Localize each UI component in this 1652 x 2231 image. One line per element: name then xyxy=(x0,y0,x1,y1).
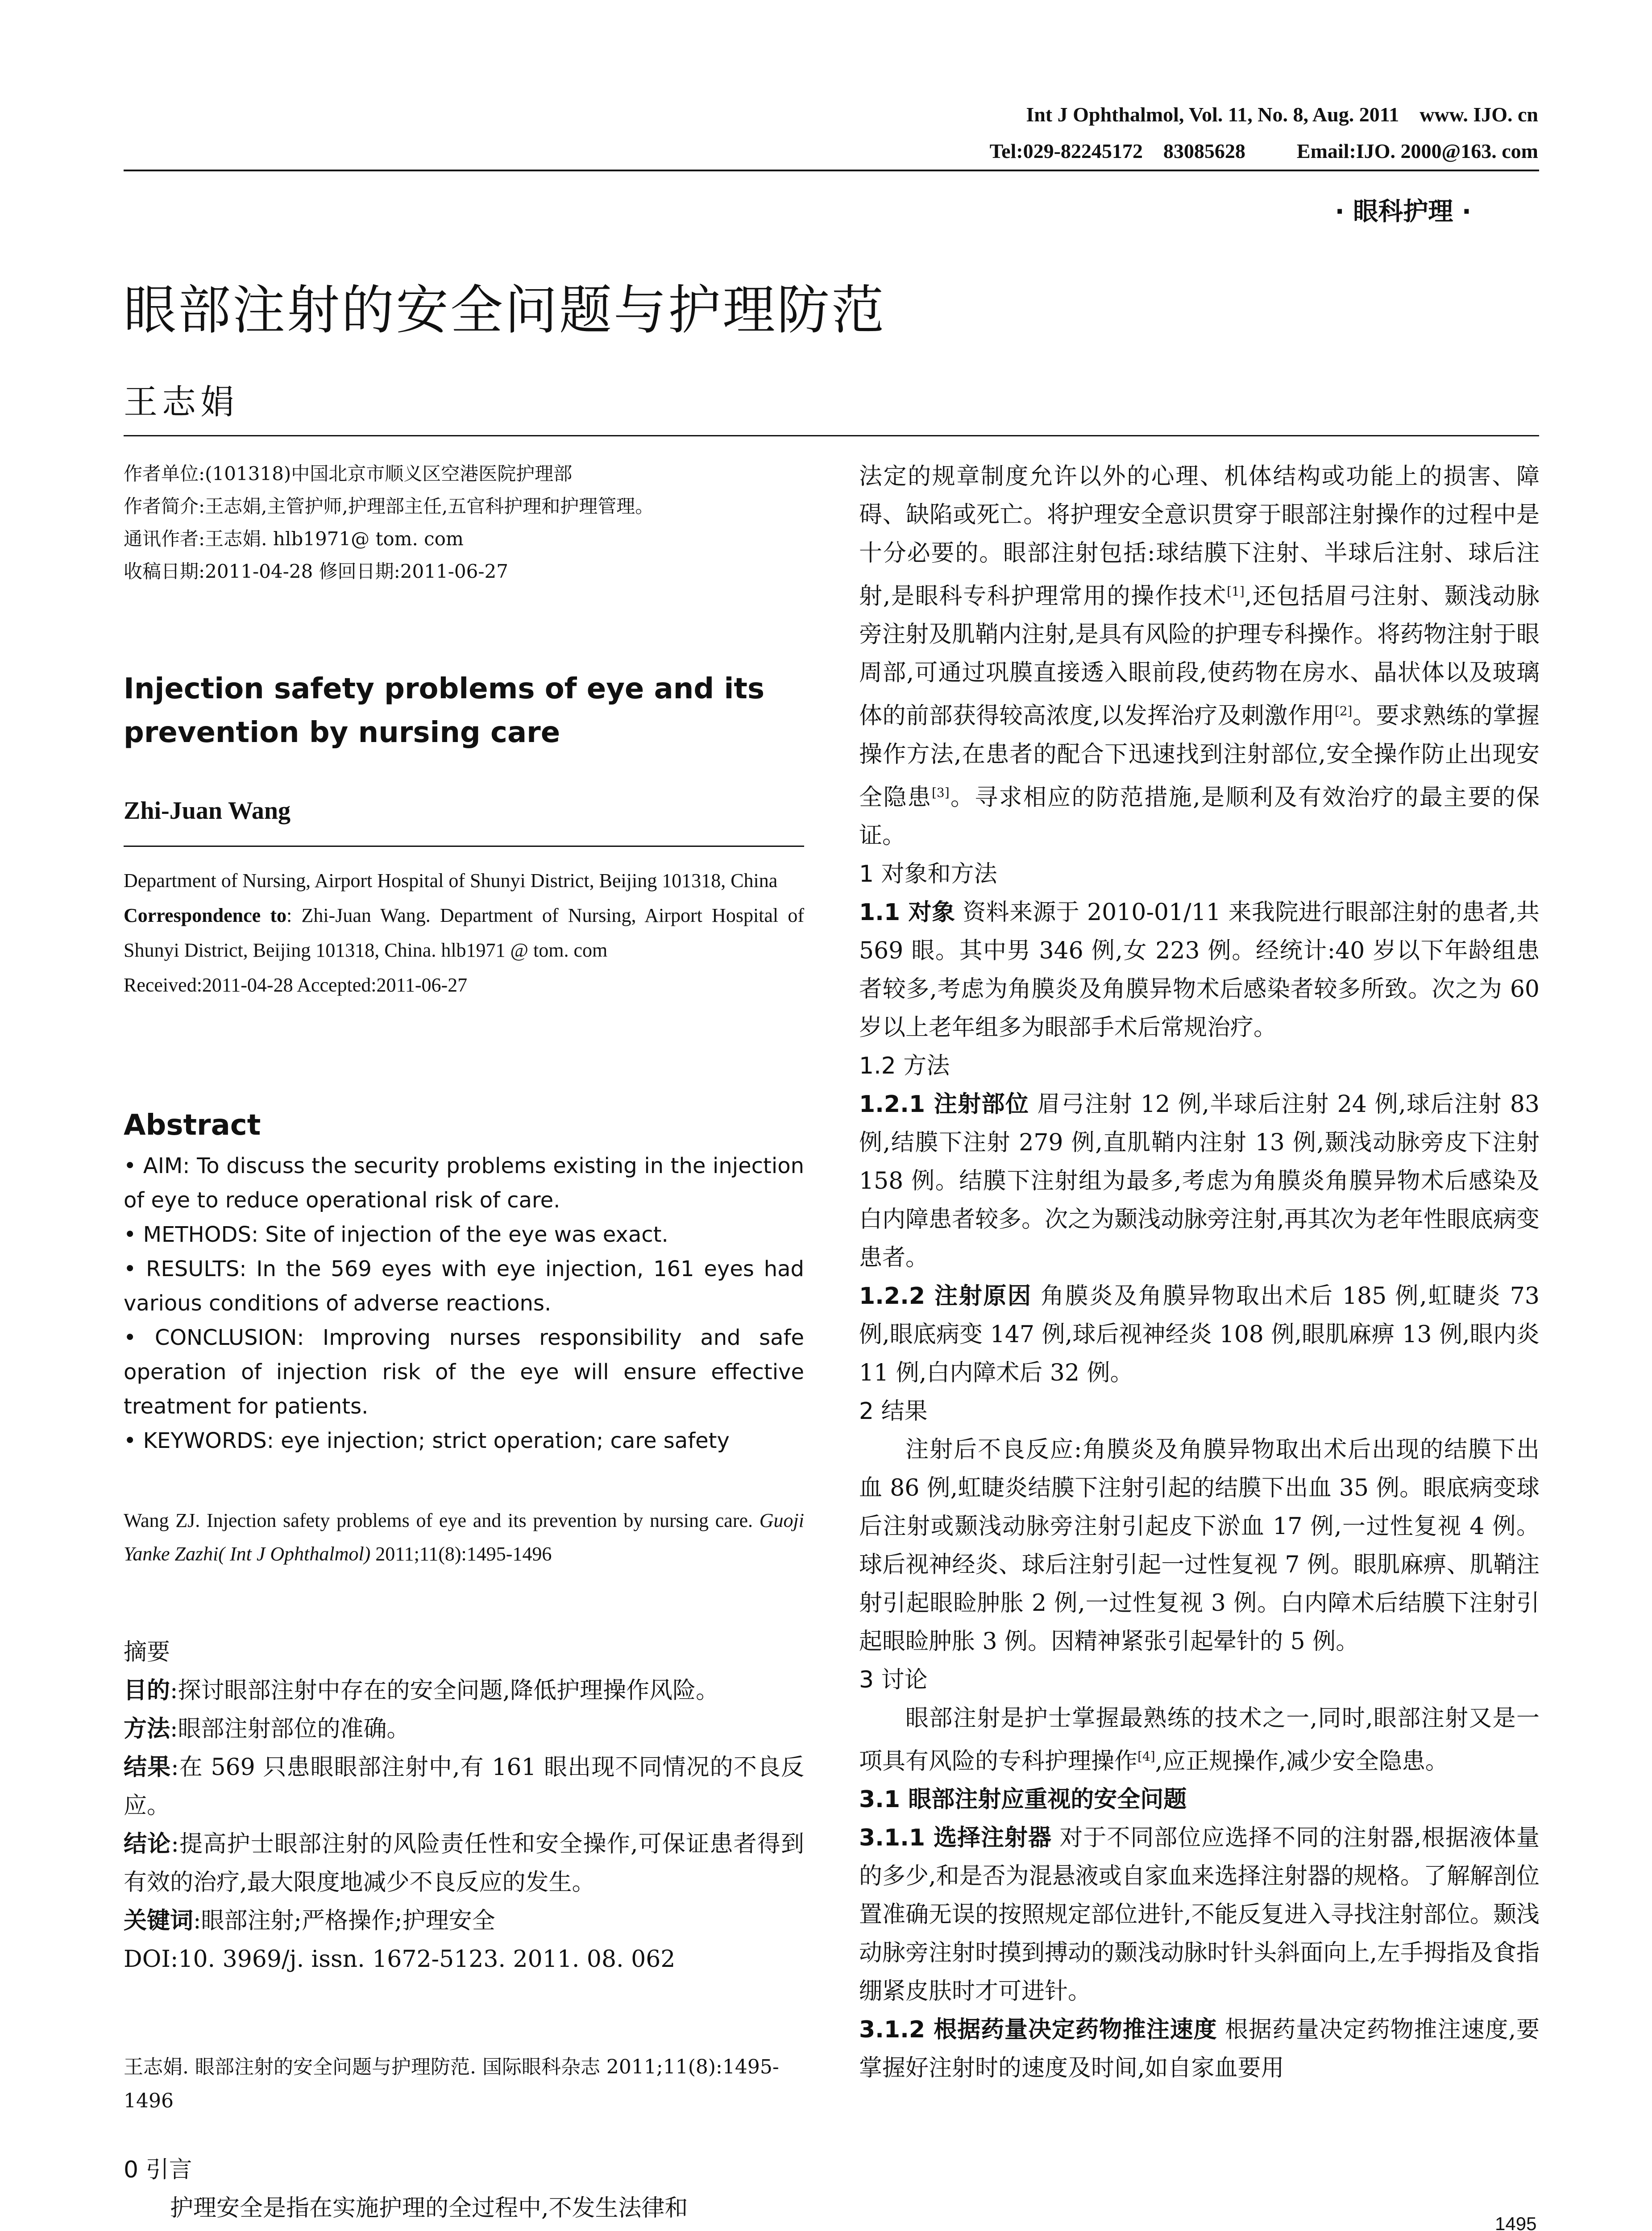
right-column xyxy=(859,457,1540,2087)
author-cn: 王志娟 xyxy=(124,382,239,422)
keywords-cn-label: 关键词 xyxy=(124,1908,194,1934)
section-3-text-a: 眼部注射是护士掌握最熟练的技术之一,同时,眼部注射又是一项具有风险的专科护理操作 xyxy=(859,1704,1540,1775)
ref-mark: [3] xyxy=(931,785,950,800)
citation-en-post: 2011;11(8):1495-1496 xyxy=(370,1543,552,1565)
section-3-1-1-heading: 3.1.1 选择注射器 xyxy=(859,1825,1052,1852)
abstract-heading: Abstract xyxy=(124,1109,261,1142)
dates-cn: 收稿日期:2011-04-28 修回日期:2011-06-27 xyxy=(124,560,508,582)
conclusion-cn: :提高护士眼部注射的风险责任性和安全操作,可保证患者得到有效的治疗,最大限度地减少不良反应的发生。 xyxy=(124,1831,804,1896)
abstract-cn xyxy=(124,1633,804,1978)
section-1-1-text: 资料来源于 2010-01/11 来我院进行眼部注射的患者,共 569 眼。其中男 346 例,女 223 例。经统计:40 岁以下年龄组患者较多,考虑为角膜炎及角膜异物术后感染者较多所致。次之为 60 岁以上老年组多为眼部手术后常规治疗。 xyxy=(859,899,1540,1041)
section-1-2-2-text: 角膜炎及角膜异物取出术后 185 例,虹睫炎 73 例,眼底病变 147 例,球后视神经炎 108 例,眼肌麻痹 13 例,眼内炎 11 例,白内障术后 32 例。 xyxy=(859,1282,1540,1386)
intro-text-b: ,还包括眉弓注射、颞浅动脉旁注射及肌鞘内注射,是具有风险的护理专科操作。将药物注射于眼周部,可通过巩膜直接透入眼前段,使药物在房水、晶状体以及玻璃体的前部获得较高浓度,以发挥治疗及刺激作用 xyxy=(859,583,1540,730)
keywords-cn: :眼部注射;严格操作;护理安全 xyxy=(193,1908,495,1934)
title-en: Injection safety problems of eye and its prevention by nursing care xyxy=(124,672,765,749)
citation-en-pre: Wang ZJ. Injection safety problems of eye and its prevention by nursing care. xyxy=(124,1509,760,1531)
author-intro: 作者简介:王志娟,主管护师,护理部主任,五官科护理和护理管理。 xyxy=(124,495,654,517)
section-3-1-2-text: 根据药量决定药物推注速度,要掌握好注射时的速度及时间,如自家血要用 xyxy=(859,2016,1540,2082)
abstract-keywords: • KEYWORDS: eye injection; strict operation; care safety xyxy=(124,1428,730,1453)
correspondence-label: Correspondence to xyxy=(124,904,287,926)
methods-cn-label: 方法 xyxy=(124,1716,170,1742)
intro-paragraph: 护理安全是指在实施护理的全过程中,不发生法律和 xyxy=(170,2195,688,2222)
section-3-1-2-heading: 3.1.2 根据药量决定药物推注速度 xyxy=(859,2016,1217,2044)
department: Department of Nursing, Airport Hospital of Shunyi District, Beijing 101318, China xyxy=(124,870,778,892)
author-unit: 作者单位:(101318)中国北京市顺义区空港医院护理部 xyxy=(124,463,573,485)
ref-mark: [1] xyxy=(1227,584,1245,599)
header-rule xyxy=(124,170,1539,171)
section-1-2-1-text: 眉弓注射 12 例,半球后注射 24 例,球后注射 83 例,结膜下注射 279 例,直肌鞘内注射 13 例,颞浅动脉旁皮下注射 158 例。结膜下注射组为最多,考虑为角膜炎角膜异物术后感染及白内障患者较多。次之为颞浅动脉旁注射,再其次为老年性眼底病变患者。 xyxy=(859,1091,1540,1271)
results-cn: :在 569 只患眼眼部注射中,有 161 眼出现不同情况的不良反应。 xyxy=(124,1754,804,1819)
doi: DOI:10. 3969/j. issn. 1672-5123. 2011. 08. 062 xyxy=(124,1946,676,1973)
section-3-heading: 3 讨论 xyxy=(859,1666,928,1693)
intro-text-a: 法定的规章制度允许以外的心理、机体结构或功能上的损害、障碍、缺陷或死亡。将护理安全意识贯穿于眼部注射操作的过程中是十分必要的。眼部注射包括:球结膜下注射、半球后注射、球后注射,是眼科专科护理常用的操作技术 xyxy=(859,463,1540,610)
section-3-1-1-text: 对于不同部位应选择不同的注射器,根据液体量的多少,和是否为混悬液或自家血来选择注射器的规格。了解解剖位置准确无误的按照规定部位进针,不能反复进入寻找注射部位。颞浅动脉旁注射时摸到搏动的颞浅动脉时针头斜面向上,左手拇指及食指绷紧皮肤时才可进针。 xyxy=(859,1825,1540,2005)
section-1-1-heading: 1.1 对象 xyxy=(859,899,955,926)
correspondence xyxy=(124,898,804,968)
dates-en: Received:2011-04-28 Accepted:2011-06-27 xyxy=(124,974,468,996)
citation-en-journal: Guoji Yanke Zazhi( Int J Ophthalmol) xyxy=(124,1509,804,1565)
correspondence-text: : Zhi-Juan Wang. Department of Nursing, Airport Hospital of Shunyi District, Beijing 101318, China. hlb1971 @ tom. com xyxy=(124,904,804,961)
meta-cn xyxy=(124,457,804,588)
section-1-2-1-heading: 1.2.1 注射部位 xyxy=(859,1091,1029,1118)
aim-cn-label: 目的 xyxy=(124,1677,170,1704)
intro-text-d: 。寻求相应的防范措施,是顺利及有效治疗的最主要的保证。 xyxy=(859,784,1540,849)
intro-section xyxy=(124,2151,804,2227)
intro-text-c: 。要求熟练的掌握操作方法,在患者的配合下迅速找到注射部位,安全操作防止出现安全隐患 xyxy=(859,702,1540,811)
intro-heading: 0 引言 xyxy=(124,2156,192,2183)
section-2-heading: 2 结果 xyxy=(859,1397,928,1425)
section-1-heading: 1 对象和方法 xyxy=(859,860,997,887)
en-rule xyxy=(124,846,804,847)
citation-cn: 王志娟. 眼部注射的安全问题与护理防范. 国际眼科杂志 2011;11(8):1495-1496 xyxy=(124,2056,779,2112)
abstract-results: • RESULTS: In the 569 eyes with eye injection, 161 eyes had various conditions of adverse reactions. xyxy=(124,1256,804,1316)
page-number: 1495 xyxy=(1495,2213,1537,2231)
section-tag: · 眼科护理 · xyxy=(1335,197,1471,226)
intro-continued xyxy=(859,457,1540,855)
section-1-2-heading: 1.2 方法 xyxy=(859,1052,950,1079)
corresponding-author: 通讯作者:王志娟. hlb1971@ tom. com xyxy=(124,528,464,550)
abstract-cn-heading: 摘要 xyxy=(124,1639,170,1666)
aim-cn: :探讨眼部注射中存在的安全问题,降低护理操作风险。 xyxy=(170,1677,719,1704)
abstract-methods: • METHODS: Site of injection of the eye was exact. xyxy=(124,1222,668,1247)
title-cn: 眼部注射的安全问题与护理防范 xyxy=(124,279,886,341)
abstract-conclusion: • CONCLUSION: Improving nurses responsibility and safe operation of injection risk of the eye will ensure effective treatment for patients. xyxy=(124,1325,804,1419)
abstract-body xyxy=(124,1149,804,1458)
dept-en xyxy=(124,863,804,1003)
section-1-2-2-heading: 1.2.2 注射原因 xyxy=(859,1282,1032,1310)
abstract-aim: • AIM: To discuss the security problems existing in the injection of eye to reduce operational risk of care. xyxy=(124,1153,804,1213)
journal-line: Int J Ophthalmol, Vol. 11, No. 8, Aug. 2011 www. IJO. cn xyxy=(1026,103,1538,126)
conclusion-cn-label: 结论 xyxy=(124,1831,171,1858)
results-cn-label: 结果 xyxy=(124,1754,171,1781)
title-rule xyxy=(124,435,1539,436)
citation-en xyxy=(124,1504,804,1571)
ref-mark: [2] xyxy=(1334,704,1353,719)
section-3-1-heading: 3.1 眼部注射应重视的安全问题 xyxy=(859,1786,1187,1813)
author-en: Zhi-Juan Wang xyxy=(124,797,291,825)
ref-mark: [4] xyxy=(1137,1749,1155,1764)
section-3-text-b: ,应正规操作,减少安全隐患。 xyxy=(1155,1748,1449,1775)
contact-line: Tel:029-82245172 83085628 Email:IJO. 2000@163. com xyxy=(989,140,1538,162)
methods-cn: :眼部注射部位的准确。 xyxy=(170,1716,410,1742)
section-2-text: 注射后不良反应:角膜炎及角膜异物取出术后出现的结膜下出血 86 例,虹睫炎结膜下注射引起的结膜下出血 35 例。眼底病变球后注射或颞浅动脉旁注射引起皮下淤血 17 例,一过性复视 4 例。球后视神经炎、球后注射引起一过性复视 7 例。眼肌麻痹、肌鞘注射引起眼睑肿胀 2 例,一过性复视 3 例。白内障术后结膜下注射引起眼睑肿胀 3 例。因精神紧张引起晕针的 5 例。 xyxy=(859,1436,1540,1655)
